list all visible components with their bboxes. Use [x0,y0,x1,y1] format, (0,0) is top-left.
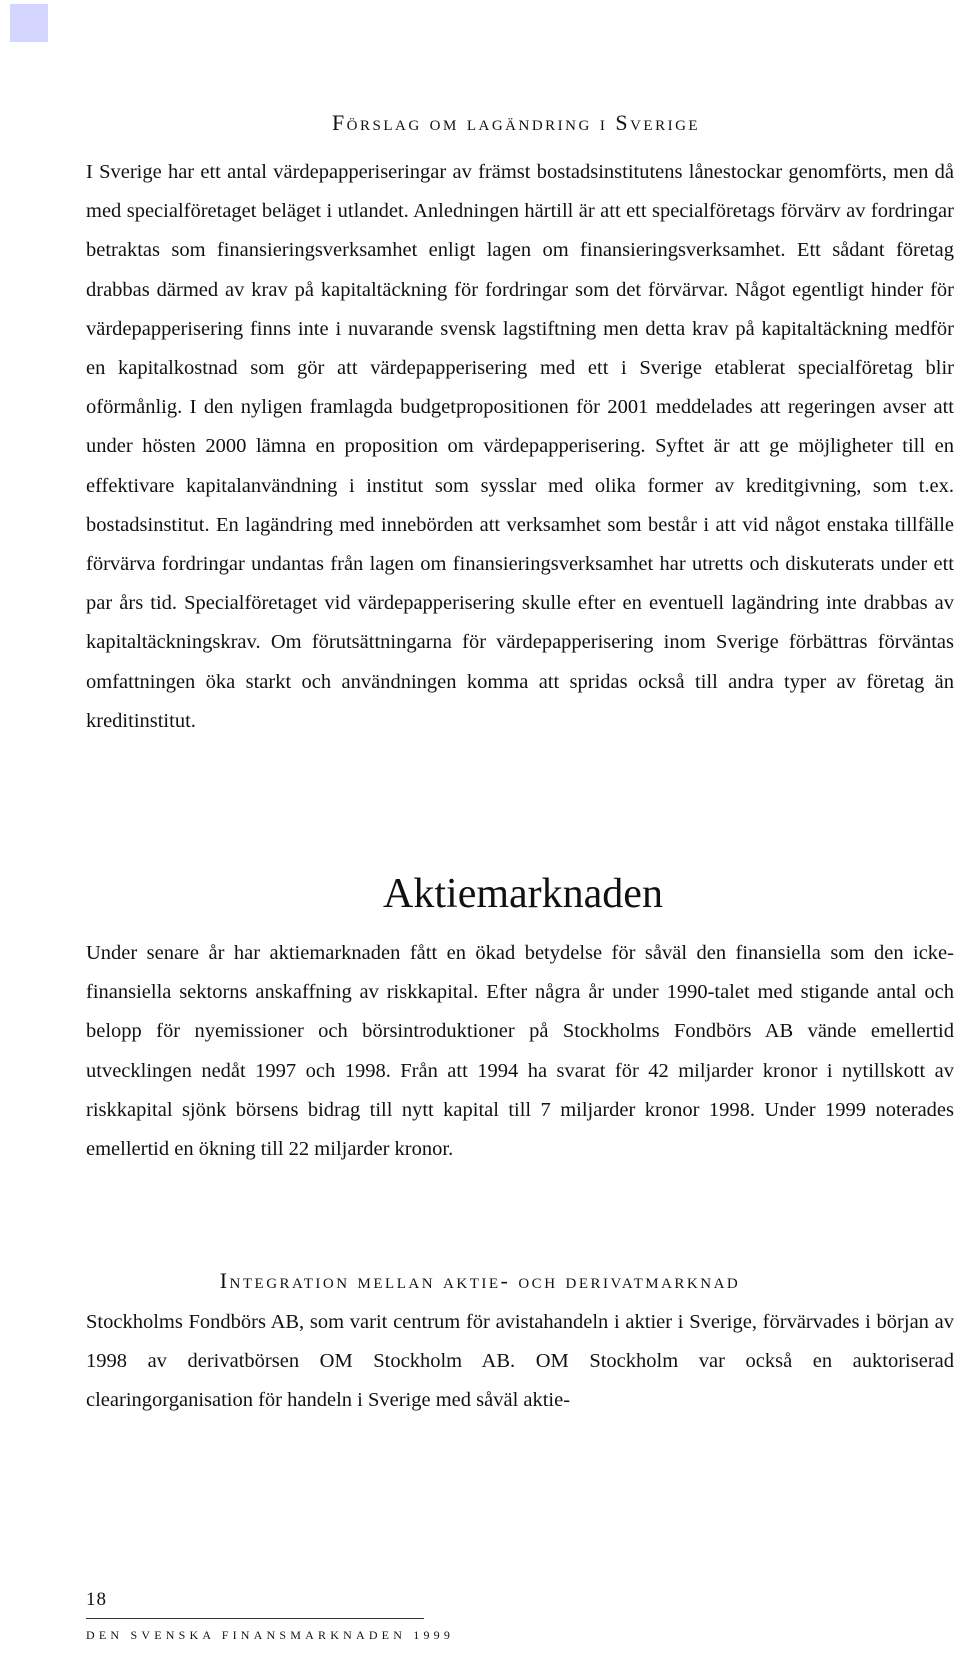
footer-rule [86,1618,424,1619]
chapter-title-aktiemarknaden: Aktiemarknaden [383,871,663,917]
page-number: 18 [86,1589,107,1610]
paragraph-aktiemarknaden: Under senare år har aktiemarknaden fått en ökad betydelse för såväl den finansiella som den icke-finansiella sektorns anskaffning av riskkapital. Efter några år under 1990-talet med stigande antal och belopp för nyemissioner och börsintroduktioner på Stockholms Fondbörs AB vände emellertid utvecklingen nedåt 1997 och 1998. Från att 1994 ha svarat för 42 miljarder kronor i nytillskott av riskkapital sjönk börsens bidrag till nytt kapital till 7 miljarder kronor 1998. Under 1999 noterades emellertid en ökning till 22 miljarder kronor. [86,942,954,1161]
corner-color-mark [10,4,48,42]
section-heading-integration: Integration mellan aktie- och derivatmarknad [219,1268,741,1293]
paragraph-integration: Stockholms Fondbörs AB, som varit centrum för avistahandeln i aktier i Sverige, förvärvades i början av 1998 av derivatbörsen OM Stockholm AB. OM Stockholm var också en auktoriserad clearingorganisation för handeln i Sverige med såväl aktie- [86,1311,954,1412]
paragraph-forslag: I Sverige har ett antal värdepapperiseringar av främst bostadsinstitutens lånestockar genomförts, men då med specialföretaget beläget i utlandet. Anledningen härtill är att ett specialföretags förvärv av fordringar betraktas som finansieringsverksamhet enligt lagen om finansieringsverksamhet. Ett sådant företag drabbas därmed av krav på kapitaltäckning för fordringar som det förvärvar. Något egentligt hinder för värdepapperisering finns inte i nuvarande svensk lagstiftning men detta krav på kapitaltäckning medför en kapitalkostnad som gör att värdepapperisering med ett i Sverige etablerat specialföretag blir oförmånlig. I den nyligen framlagda budgetpropositionen för 2001 meddelades att regeringen avser att under hösten 2000 lämna en proposition om värdepapperisering. Syftet är att ge möjligheter till en effektivare kapitalanvändning i institut som sysslar med olika former av kreditgivning, som t.ex. bostadsinstitut. En lagändring med innebörden att verksamhet som består i att vid något enstaka tillfälle förvärva fordringar undantas från lagen om finansieringsverksamhet har utretts och diskuterats under ett par års tid. Specialföretaget vid värdepapperisering skulle efter en eventuell lagändring inte drabbas av kapitaltäckningskrav. Om förutsättningarna för värdepapperisering inom Sverige förbättras förväntas omfattningen öka starkt och användningen komma att spridas också till andra typer av företag än kreditinstitut. [86,161,954,732]
section-heading-forslag: Förslag om lagändring i Sverige [331,110,701,135]
footer-publication-title: DEN SVENSKA FINANSMARKNADEN 1999 [86,1628,455,1642]
